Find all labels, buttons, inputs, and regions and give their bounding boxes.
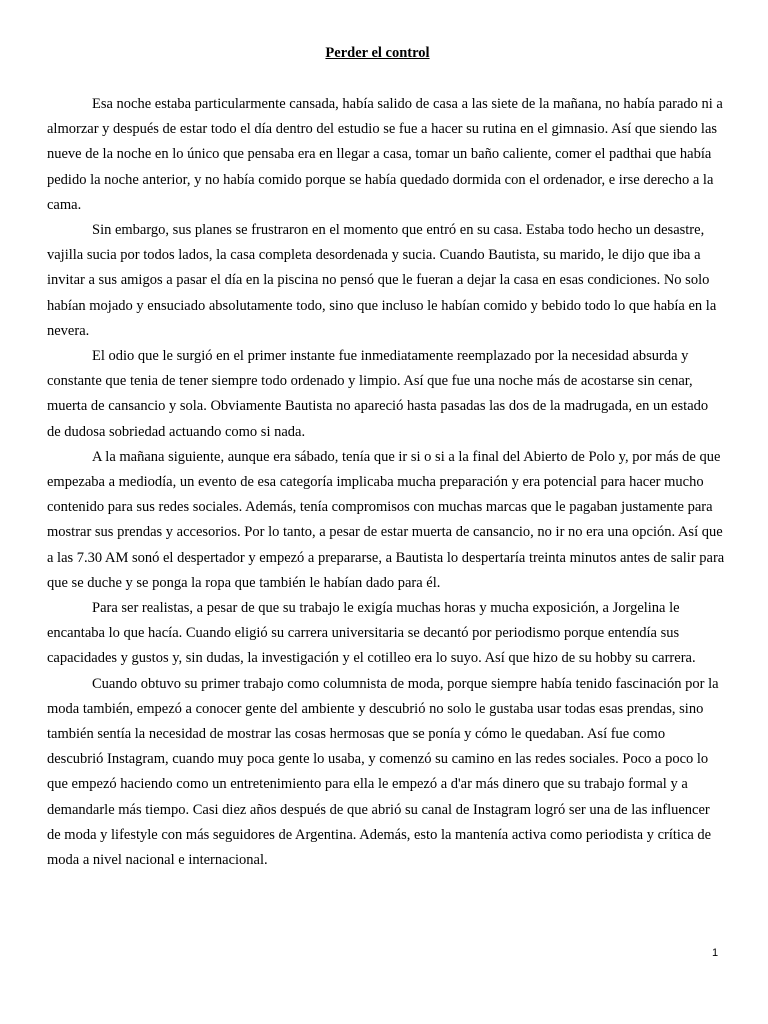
paragraph: Sin embargo, sus planes se frustraron en el momento que entró en su casa. Estaba todo hecho un desastre, vajilla sucia por todos lados, la casa completa desordenada y sucia. Cuando Bautista, su marido, le dijo que iba a invitar a sus amigos a pasar el día en la piscina no pensó que le fueran a dejar la casa en esas condiciones. No solo habían mojado y ensuciado absolutamente todo, sino que incluso le habían comido y bebido todo lo que había en la nevera.: [47, 222, 717, 339]
document-body: [47, 92, 725, 873]
paragraph: El odio que le surgió en el primer instante fue inmediatamente reemplazado por la necesidad absurda y constante que tenia de tener siempre todo ordenado y limpio. Así que fue una noche más de acostarse sin cenar, muerta de cansancio y sola. Obviamente Bautista no apareció hasta pasadas las dos de la madrugada, en un estado de dudosa sobriedad actuando como si nada.: [47, 348, 709, 440]
page-number: 1: [712, 947, 719, 959]
paragraph: Esa noche estaba particularmente cansada, había salido de casa a las siete de la mañana, no había parado ni a almorzar y después de estar todo el día dentro del estudio se fue a hacer su rutina en el gimnasio. Así que siendo las nueve de la noche en lo único que pensaba era en llegar a casa, tomar un baño caliente, comer el padthai que había pedido la noche anterior, y no había comido porque se había quedado dormida con el ordenador, e irse derecho a la cama.: [47, 96, 723, 213]
paragraph: Cuando obtuvo su primer trabajo como columnista de moda, porque siempre había tenido fascinación por la moda también, empezó a conocer gente del ambiente y descubrió no solo le gustaba usar todas esas prendas, sino también sentía la necesidad de mostrar las cosas hermosas que se ponía y cómo le quedaban. Así fue como descubrió Instagram, cuando muy poca gente lo usaba, y comenzó su camino en las redes sociales. Poco a poco lo que empezó haciendo como un entretenimiento para ella le empezó a d'ar más dinero que su trabajo formal y a demandarle más tiempo. Casi diez años después de que abrió su canal de Instagram logró ser una de las influencer de moda y lifestyle con más seguidores de Argentina. Además, esto la mantenía activa como periodista y crítica de moda a nivel nacional e internacional.: [47, 675, 719, 869]
paragraph: A la mañana siguiente, aunque era sábado, tenía que ir si o si a la final del Abierto de Polo y, por más de que empezaba a mediodía, un evento de esa categoría implicaba mucha preparación y era potencial para hacer mucho contenido para sus redes sociales. Además, tenía compromisos con muchas marcas que le pagaban justamente para mostrar sus prendas y accesorios. Por lo tanto, a pesar de estar muerta de cansancio, no ir no era una opción. Así que a las 7.30 AM sonó el despertador y empezó a prepararse, a Bautista lo despertaría treinta minutos antes de salir para que se duche y se ponga la ropa que también le habían dado para él.: [47, 448, 725, 591]
document-title: Perder el control: [325, 45, 430, 61]
paragraph: Para ser realistas, a pesar de que su trabajo le exigía muchas horas y mucha exposición, a Jorgelina le encantaba lo que hacía. Cuando eligió su carrera universitaria se decantó por periodismo porque entendía sus capacidades y gustos y, sin dudas, la investigación y el cotilleo era lo suyo. Así que hizo de su hobby su carrera.: [47, 600, 696, 667]
